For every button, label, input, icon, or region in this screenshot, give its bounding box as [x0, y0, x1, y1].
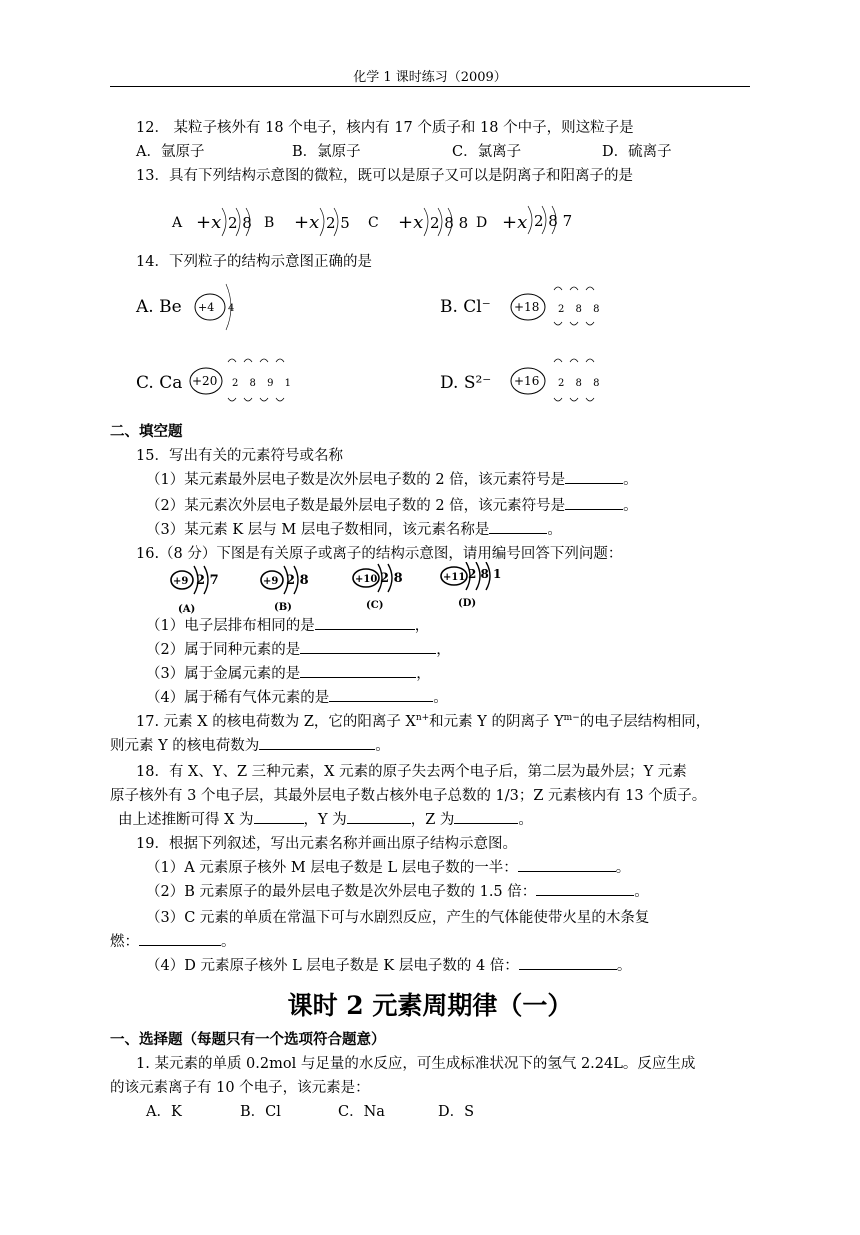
q19-item1-blank[interactable] — [518, 857, 616, 872]
q15-item3-blank[interactable] — [489, 519, 547, 534]
q16-diagram-c-label: (C) — [366, 600, 384, 611]
q19-item2 — [146, 880, 649, 901]
q17-line1-part1: 17. 元素 X 的核电荷数为 Z，它的阳离子 X — [136, 714, 416, 730]
q16-item3-end: ， — [416, 666, 431, 682]
q13-choice-d-shells: 2 8 7 — [534, 212, 573, 230]
q15-item2-end: 。 — [623, 498, 638, 514]
q16-diagram-c — [353, 564, 403, 611]
q13-choice-a-letter: A — [172, 215, 183, 231]
q18-y-text: ，Y 为 — [303, 812, 347, 828]
q14-choice-b-nucleus: +18 — [514, 300, 540, 314]
q16-diagram-b — [261, 566, 309, 613]
q14-stem: 14．下列粒子的结构示意图正确的是 — [136, 254, 372, 270]
q17-line1-part3: 的电子层结构相同， — [579, 714, 711, 730]
q14-choice-c — [136, 359, 295, 401]
section-fill-in-title: 二、填空题 — [110, 423, 183, 440]
q13-choice-c-shells: 2 8 8 — [430, 214, 469, 232]
q14-choice-b-label: B. Cl⁻ — [440, 297, 491, 317]
q19-item2-blank[interactable] — [536, 881, 634, 896]
lesson2-q1-option-b: B．Cl — [240, 1104, 281, 1120]
lesson2-section-title: 一、选择题（每题只有一个选项符合题意） — [110, 1031, 386, 1048]
q18-line1: 18．有 X、Y、Z 三种元素，X 元素的原子失去两个电子后，第二层为最外层；Y 元素 — [136, 764, 687, 780]
q19-item3-text: 燃： — [110, 934, 139, 950]
q14-choice-c-label: C. Ca — [136, 373, 183, 393]
q15-stem: 15．写出有关的元素符号或名称 — [136, 448, 343, 464]
q15-item3-end: 。 — [547, 522, 562, 538]
q19-item2-end: 。 — [634, 884, 649, 900]
q14-choice-c-nucleus: +20 — [192, 374, 218, 388]
q13-choice-d — [476, 206, 572, 234]
q15-item2-text: （2）某元素次外层电子数是最外层电子数的 2 倍，该元素符号是 — [146, 498, 566, 514]
q19-item1-text: （1）A 元素原子核外 M 层电子数是 L 层电子数的一半： — [146, 860, 518, 876]
q16-item1 — [146, 614, 429, 635]
q14-choice-a-nucleus: +4 — [198, 301, 215, 314]
q19-item2-text: （2）B 元素原子的最外层电子数是次外层电子数的 1.5 倍： — [146, 884, 537, 900]
q16-item2-blank[interactable] — [300, 639, 436, 654]
q16-item1-end: ， — [414, 618, 430, 634]
q16-item2 — [146, 638, 451, 659]
q19-item1-end: 。 — [615, 860, 631, 876]
q17-cation-charge: n+ — [415, 713, 430, 724]
q13-choice-d-nucleus: +x — [502, 212, 528, 233]
q13-choice-c — [368, 208, 468, 236]
q16-item1-text: （1）电子层排布相同的是 — [146, 618, 315, 634]
page-header: 化学 1 课时练习（2009） — [353, 70, 507, 85]
q16-diagram-a-nucleus: +9 — [173, 576, 189, 587]
q16-diagram-c-shells: 2 8 — [380, 571, 403, 586]
q17-end: 。 — [375, 738, 390, 754]
q14-choice-b-shells: 2 8 8 — [558, 304, 604, 315]
q13-choice-b-nucleus: +x — [294, 212, 320, 233]
q16-diagram-d-label: (D) — [458, 598, 477, 609]
q14-choice-a-shells: 4 — [228, 303, 235, 314]
q17-line1 — [136, 710, 710, 731]
q12-option-d: D．硫离子 — [602, 144, 672, 160]
q15-item1-end: 。 — [623, 472, 638, 488]
q16-diagram-b-shells: 2 8 — [286, 573, 309, 588]
q13-choice-b-letter: B — [264, 215, 275, 231]
q19-item3-blank[interactable] — [139, 931, 221, 946]
q14-choice-b — [440, 287, 603, 325]
header-rule — [110, 86, 750, 87]
q16-diagram-b-nucleus: +9 — [263, 576, 279, 587]
q16-item1-blank[interactable] — [315, 615, 415, 630]
q13-choice-a — [171, 208, 252, 236]
q16-diagram-a — [171, 566, 219, 615]
q19-item3-line2 — [110, 930, 236, 951]
q17-line2 — [110, 734, 390, 755]
q17-blank[interactable] — [259, 735, 375, 750]
q16-diagram-d — [441, 562, 501, 609]
q19-item4 — [146, 954, 631, 975]
q19-item3-end: 。 — [221, 934, 236, 950]
q18-y-blank[interactable] — [347, 809, 411, 824]
q13-choice-c-nucleus: +x — [398, 212, 424, 233]
q17-anion-charge: m− — [563, 713, 580, 724]
q19-stem: 19．根据下列叙述，写出元素名称并画出原子结构示意图。 — [136, 836, 517, 852]
q15-item2-blank[interactable] — [565, 495, 623, 510]
q19-item4-end: 。 — [616, 958, 632, 974]
lesson2-q1-option-a: A．K — [146, 1104, 182, 1120]
q12-option-c: C．氯离子 — [452, 144, 522, 160]
q19-item4-blank[interactable] — [519, 955, 617, 970]
q16-item3-blank[interactable] — [300, 663, 416, 678]
q13-choice-a-shells: 2 8 — [228, 214, 252, 232]
q13-choice-d-letter: D — [476, 215, 488, 231]
q16-item2-text: （2）属于同种元素的是 — [146, 642, 301, 658]
q19-item1 — [146, 856, 630, 877]
q16-diagram-d-nucleus: +11 — [443, 572, 466, 583]
q16-item4-text: （4）属于稀有气体元素的是 — [146, 690, 330, 706]
q16-item4 — [146, 686, 448, 707]
q17-line1-part2: 和元素 Y 的阴离子 Y — [429, 714, 564, 730]
q13-choice-b-shells: 2 5 — [326, 214, 350, 232]
q18-line3 — [118, 808, 533, 829]
lesson2-title: 课时 2 元素周期律（一） — [287, 991, 573, 1020]
q14-choice-a — [135, 284, 234, 330]
q16-stem: 16.（8 分）下图是有关原子或离子的结构示意图，请用编号回答下列问题： — [136, 546, 623, 562]
q14-choice-c-shells: 2 8 9 1 — [232, 378, 295, 389]
q18-z-text: ，Z 为 — [410, 812, 455, 828]
q15-item2 — [146, 494, 638, 515]
q14-diagrams — [130, 276, 630, 416]
q13-choice-c-letter: C — [368, 215, 379, 231]
q17-line2-text: 则元素 Y 的核电荷数为 — [110, 738, 260, 754]
q18-z-blank[interactable] — [454, 809, 518, 824]
q13-choice-b — [264, 208, 350, 236]
q16-diagram-c-nucleus: +10 — [355, 574, 378, 585]
q19-item3-line1: （3）C 元素的单质在常温下可与水剧烈反应，产生的气体能使带火星的木条复 — [146, 910, 650, 926]
q19-item4-text: （4）D 元素原子核外 L 层电子数是 K 层电子数的 4 倍： — [146, 958, 519, 974]
q12-stem: 12． 某粒子核外有 18 个电子，核内有 17 个质子和 18 个中子，则这粒子是 — [136, 120, 634, 136]
q16-item3 — [146, 662, 431, 683]
q18-x-text: 由上述推断可得 X 为 — [118, 812, 254, 828]
q14-choice-d-shells: 2 8 8 — [558, 378, 604, 389]
q15-item1-blank[interactable] — [565, 469, 623, 484]
q16-diagram-a-shells: 2 7 — [196, 573, 219, 588]
q16-item4-end: 。 — [433, 690, 448, 706]
q18-line2: 原子核外有 3 个电子层，其最外层电子数占核外电子总数的 1/3；Z 元素核内有 13 个质子。 — [110, 788, 707, 804]
q14-choice-d — [440, 359, 603, 401]
q16-item2-end: ， — [436, 642, 451, 658]
q16-diagram-d-shells: 2 8 1 — [468, 567, 502, 581]
lesson2-q1-option-d: D．S — [438, 1104, 475, 1120]
q16-diagram-b-label: (B) — [274, 602, 292, 613]
q14-choice-d-nucleus: +16 — [514, 374, 540, 388]
lesson2-q1-option-c: C．Na — [338, 1104, 385, 1120]
q15-item3-text: （3）某元素 K 层与 M 层电子数相同，该元素名称是 — [146, 522, 490, 538]
q14-choice-d-label: D. S²⁻ — [440, 373, 492, 393]
q14-choice-a-label: A. Be — [136, 297, 182, 317]
q18-end: 。 — [518, 812, 533, 828]
q16-item3-text: （3）属于金属元素的是 — [146, 666, 301, 682]
q18-x-blank[interactable] — [254, 809, 304, 824]
q16-diagram-a-label: (A) — [178, 604, 196, 615]
q13-stem: 13．具有下列结构示意图的微粒，既可以是原子又可以是阴离子和阳离子的是 — [136, 168, 633, 184]
q15-item1-text: （1）某元素最外层电子数是次外层电子数的 2 倍，该元素符号是 — [146, 472, 566, 488]
q15-item3 — [146, 518, 562, 539]
q16-diagrams — [160, 562, 520, 616]
q15-item1 — [146, 468, 638, 489]
lesson2-q1-line1: 1. 某元素的单质 0.2mol 与足量的水反应，可生成标准状况下的氢气 2.24L。反应生成 — [136, 1056, 696, 1072]
q16-item4-blank[interactable] — [329, 687, 433, 702]
q13-choice-a-nucleus: +x — [196, 212, 222, 233]
q12-option-a: A．氩原子 — [136, 144, 205, 160]
lesson2-q1-line2: 的该元素离子有 10 个电子，该元素是： — [110, 1080, 370, 1096]
q12-option-b: B．氯原子 — [292, 144, 361, 160]
q13-diagrams — [160, 200, 600, 244]
